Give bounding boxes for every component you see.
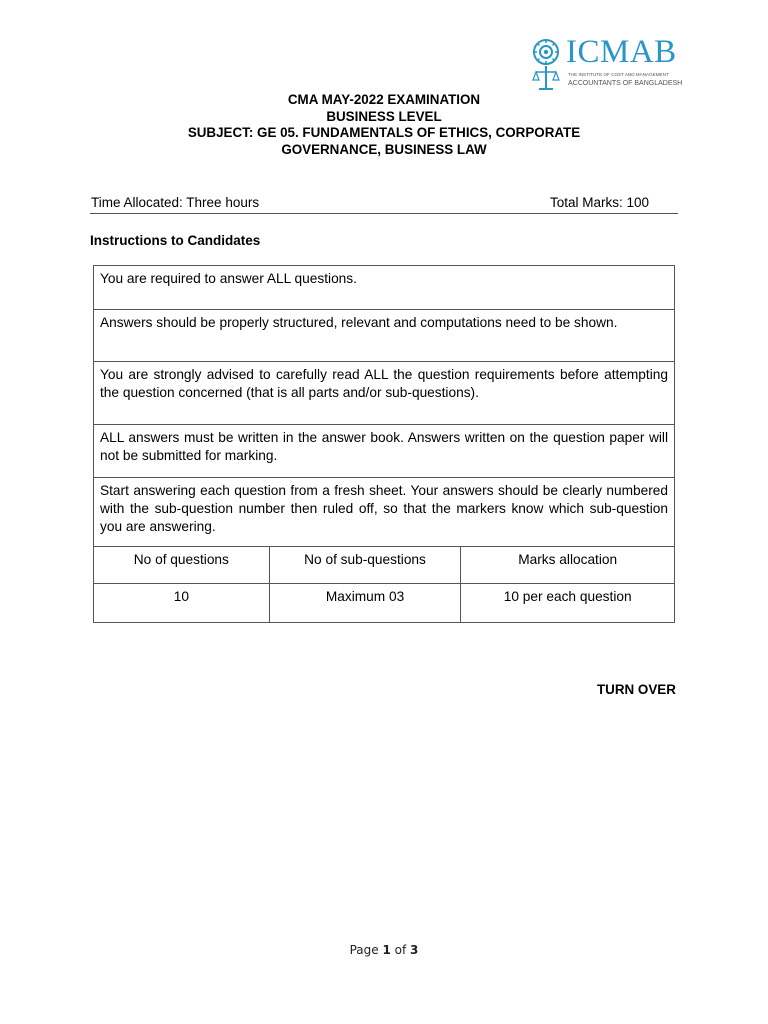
summary-value-row <box>94 584 675 623</box>
page-total: 3 <box>410 943 419 957</box>
total-marks: Total Marks: 100 <box>550 195 650 210</box>
exam-title: CMA MAY-2022 EXAMINATION <box>287 92 481 107</box>
time-allocated: Time Allocated: Three hours <box>91 195 260 210</box>
instructions-table <box>93 265 675 623</box>
instruction-row <box>94 478 675 547</box>
logo-tagline-2: ACCOUNTANTS OF BANGLADESH <box>568 80 683 87</box>
summary-header-row <box>94 547 675 584</box>
summary-value-sub-questions: Maximum 03 <box>269 584 461 623</box>
summary-value-questions: 10 <box>94 584 270 623</box>
page-current: 1 <box>382 943 391 957</box>
instruction-text: Start answering each question from a fresh sheet. Your answers should be clearly numbered with the sub-question number then ruled off, so that the markers know which sub-question you are answering. <box>94 478 675 547</box>
instruction-row <box>94 362 675 425</box>
exam-header <box>90 92 678 158</box>
exam-level: BUSINESS LEVEL <box>326 108 442 124</box>
page-of: of <box>390 943 411 957</box>
institute-emblem-icon <box>530 38 562 92</box>
icmab-logo <box>530 36 690 96</box>
summary-value-marks: 10 per each question <box>461 584 675 623</box>
instruction-row <box>94 266 675 310</box>
instruction-text: You are required to answer ALL questions. <box>94 266 675 310</box>
page-prefix: Page <box>349 943 383 957</box>
summary-header-marks: Marks allocation <box>461 547 675 584</box>
instruction-row <box>94 425 675 478</box>
turn-over-label: TURN OVER <box>597 682 676 697</box>
summary-header-sub-questions: No of sub-questions <box>269 547 461 584</box>
logo-wordmark: ICMAB <box>566 34 677 70</box>
instruction-text: Answers should be properly structured, relevant and computations need to be shown. <box>94 310 675 362</box>
instructions-heading: Instructions to Candidates <box>90 233 261 248</box>
logo-tagline-1: THE INSTITUTE OF COST AND MANAGEMENT <box>568 72 669 77</box>
summary-header-questions: No of questions <box>94 547 270 584</box>
instruction-text: You are strongly advised to carefully read ALL the question requirements before attempting the question concerned (that is all parts and/or sub-questions). <box>94 362 675 425</box>
exam-meta-row <box>90 194 678 214</box>
exam-subject-line-2: GOVERNANCE, BUSINESS LAW <box>281 141 487 157</box>
instruction-row <box>94 310 675 362</box>
instruction-text: ALL answers must be written in the answer book. Answers written on the question paper will not be submitted for marking. <box>94 425 675 478</box>
page-footer <box>0 943 768 957</box>
exam-subject-line-1: SUBJECT: GE 05. FUNDAMENTALS OF ETHICS, CORPORATE <box>187 125 581 140</box>
